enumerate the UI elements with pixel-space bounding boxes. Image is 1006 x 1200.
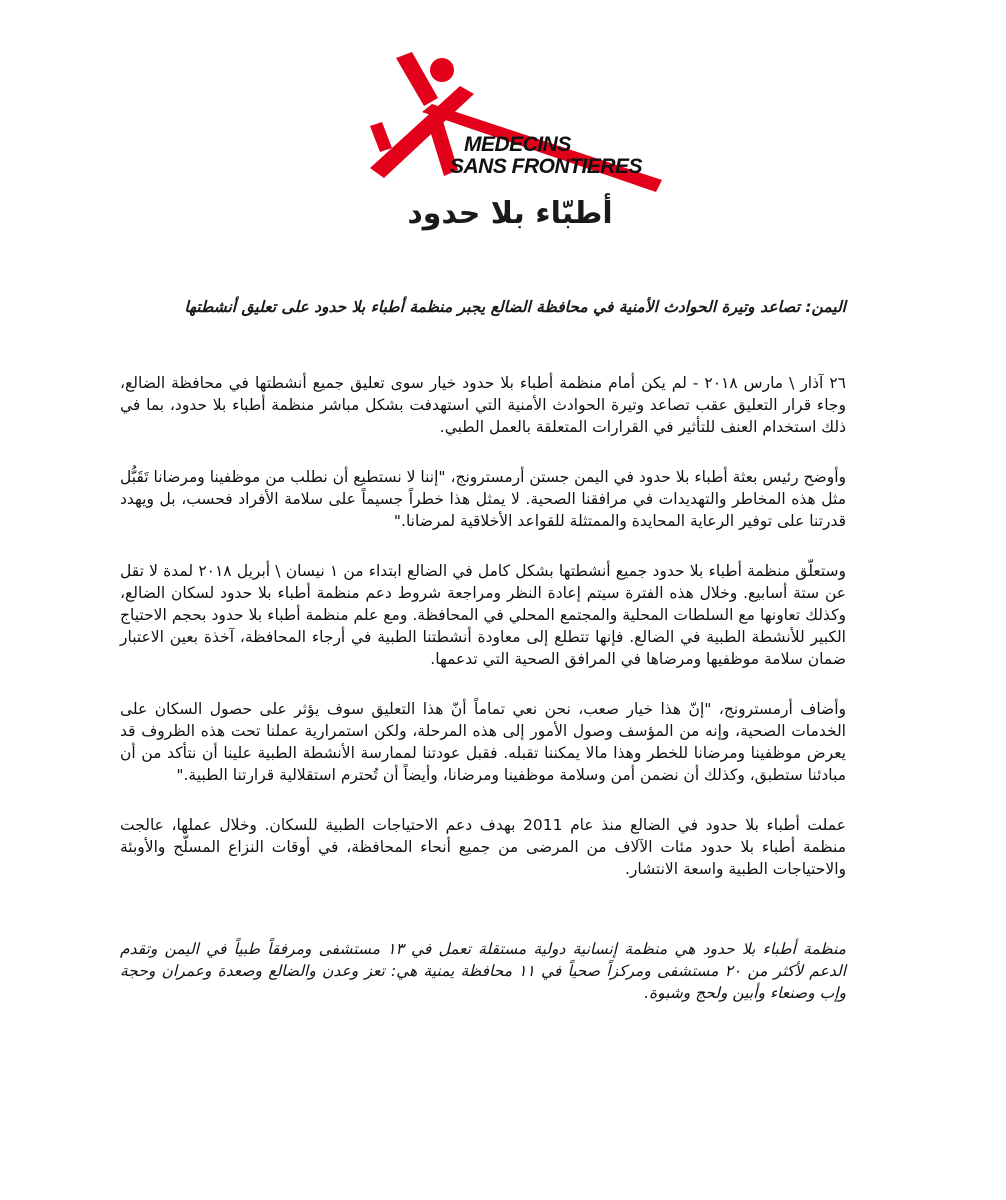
paragraph-about-msf: منظمة أطباء بلا حدود هي منظمة إنسانية دولية مستقلة تعمل في ١٣ مستشفى ومرفقاً طبياً في اليمن وتقدم الدعم لأكثر من ٢٠ مستشفى ومركزاً صحياً في ١١ محافظة يمنية هي: تعز وعدن والضالع وصعدة وعمران وحجة وإب وصنعاء وأبين ولحج وشبوة.	[120, 940, 847, 1002]
press-release-headline: اليمن: تصاعد وتيرة الحوادث الأمنية في محافظة الضالع يجبر منظمة أطباء بلا حدود على تعليق أنشطتها	[184, 298, 846, 316]
paragraph-quote-head-of-mission: وأوضح رئيس بعثة أطباء بلا حدود في اليمن جستن أرمسترونج، "إننا لا نستطيع أن نطلب من موظفينا ومرضانا تَقَبُّل مثل هذه المخاطر والتهديدات في مرافقنا الصحية. لا يمثل هذا خطراً جسيماً على سلامة الأفراد فحسب، بل ويهدد قدرتنا على توفير الرعاية المحايدة والممتثلة للقواعد الأخلاقية لمرضانا."	[120, 468, 846, 530]
logo-arabic-name: أطبّاء بلا حدود	[407, 196, 613, 231]
paragraph-intro: ٢٦ آذار \ مارس ٢٠١٨ - لم يكن أمام منظمة أطباء بلا حدود خيار سوى تعليق جميع أنشطتها في محافظة الضالع، وجاء قرار التعليق عقب تصاعد وتيرة الحوادث الأمنية التي استهدفت بشكل مباشر منظمة أطباء بلا حدود، بما في ذلك استخدام العنف للتأثير في القرارات المتعلقة بالعمل الطبي.	[120, 374, 846, 436]
logo-line-medecins: MEDECINS	[464, 133, 571, 156]
press-release-body	[120, 372, 846, 1032]
msf-logo	[362, 52, 662, 192]
paragraph-quote-difficult-choice: وأضاف أرمسترونج، "إنّ هذا خيار صعب، نحن نعي تماماً أنّ هذا التعليق سوف يؤثر على حصول السكان على الخدمات الصحية، وإنه من المؤسف وصول الأمور إلى هذه المرحلة، ولكن استمرارية عملنا تحت هذه الظروف قد يعرض موظفينا ومرضانا للخطر وهذا مالا يمكننا تقبله. فقبل عودتنا لممارسة الأنشطة الطبية علينا أن نتأكد من أن مبادئنا ستطبق، وكذلك أن نضمن أمن وسلامة موظفينا ومرضانا، وأيضاً أن تُحترم استقلالية قرارتنا الطبية."	[120, 700, 846, 784]
paragraph-background: عملت أطباء بلا حدود في الضالع منذ عام 2011 بهدف دعم الاحتياجات الطبية للسكان. وخلال عملها، عالجت منظمة أطباء بلا حدود مئات الآلاف من المرضى من جميع أنحاء المحافظة، في أوقات النزاع المسلّح والأوبئة والاحتياجات الطبية واسعة الانتشار.	[120, 816, 846, 878]
logo-line-sans-frontieres: SANS FRONTIERES	[450, 155, 643, 178]
paragraph-suspension-details: وستعلّق منظمة أطباء بلا حدود جميع أنشطتها بشكل كامل في الضالع ابتداء من ١ نيسان \ أبريل ٢٠١٨ لمدة لا تقل عن ستة أسابيع. وخلال هذه الفترة سيتم إعادة النظر ومراجعة شروط دعم منظمة أطباء بلا حدود لسكان الضالع، وكذلك تعاونها مع السلطات المحلية والمجتمع المحلي في المحافظة. ومع علم منظمة أطباء بلا حدود بحجم الاحتياج الكبير للأنشطة الطبية في الضالع. فإنها تتطلع إلى معاودة أنشطتنا الطبية في أرجاء المحافظة، آخذة بعين الاعتبار ضمان سلامة موظفيها ومرضاها في المرافق الصحية التي تدعمها.	[120, 562, 846, 668]
